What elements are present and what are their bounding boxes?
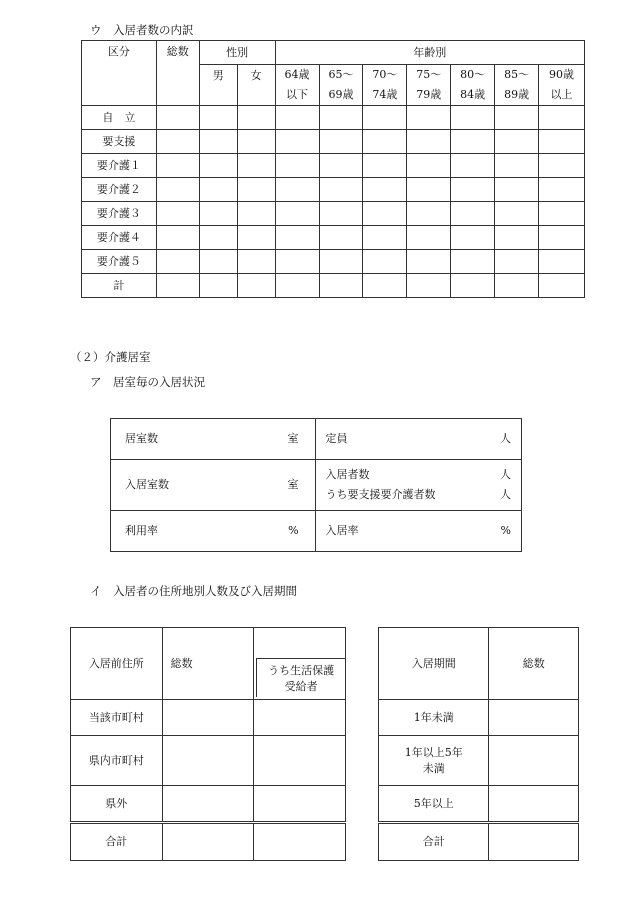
col-address-total: 総数 <box>162 628 254 700</box>
breakdown-row-label: 要介護４ <box>82 226 157 250</box>
room-unit: 室 <box>287 478 299 491</box>
age-group-bottom: 74歳 <box>363 85 407 106</box>
occupancy-label: 入居率 <box>325 524 359 537</box>
occupied-rooms-label: 入居室数 <box>125 478 169 491</box>
breakdown-cell <box>275 226 319 250</box>
breakdown-cell <box>363 250 407 274</box>
breakdown-cell <box>156 250 199 274</box>
section-i-heading: イ 入居者の住所地別人数及び入居期間 <box>90 584 297 598</box>
address-row-label: 当該市町村 <box>71 700 163 736</box>
breakdown-cell <box>319 226 363 250</box>
breakdown-cell <box>156 178 199 202</box>
room-count-cell <box>111 419 316 460</box>
breakdown-row-label: 要介護５ <box>82 250 157 274</box>
age-group-top: 65～ <box>319 65 363 86</box>
breakdown-cell <box>319 106 363 130</box>
breakdown-cell <box>199 130 237 154</box>
breakdown-cell <box>319 250 363 274</box>
breakdown-row <box>82 250 585 274</box>
breakdown-cell <box>275 106 319 130</box>
utilization-label: 利用率 <box>125 524 158 537</box>
col-total: 総数 <box>156 41 199 106</box>
breakdown-cell <box>319 154 363 178</box>
breakdown-cell <box>495 250 539 274</box>
person-unit: 人 <box>500 468 511 481</box>
breakdown-cell <box>539 154 585 178</box>
section-2-heading: （２）介護居室 <box>70 350 151 364</box>
breakdown-cell <box>156 202 199 226</box>
breakdown-cell <box>156 130 199 154</box>
breakdown-cell <box>539 130 585 154</box>
breakdown-row-label: 自 立 <box>82 106 157 130</box>
breakdown-cell <box>451 106 495 130</box>
breakdown-cell <box>363 130 407 154</box>
breakdown-cell <box>319 130 363 154</box>
age-group-bottom: 84歳 <box>451 85 495 106</box>
utilization-cell <box>111 511 316 552</box>
col-period-total: 総数 <box>489 628 579 700</box>
residents-cell <box>315 460 521 511</box>
person-unit: 人 <box>500 488 511 501</box>
occupied-rooms-cell <box>111 460 316 511</box>
breakdown-cell <box>319 274 363 298</box>
breakdown-cell <box>237 178 275 202</box>
age-group-bottom: 69歳 <box>319 85 363 106</box>
breakdown-cell <box>495 202 539 226</box>
breakdown-row-label: 計 <box>82 274 157 298</box>
breakdown-cell <box>199 154 237 178</box>
breakdown-row-label: 要介護２ <box>82 178 157 202</box>
breakdown-cell <box>319 202 363 226</box>
breakdown-cell <box>495 178 539 202</box>
breakdown-cell <box>363 154 407 178</box>
breakdown-cell <box>495 130 539 154</box>
age-group-bottom: 以下 <box>275 85 319 106</box>
breakdown-row <box>82 202 585 226</box>
age-group-top: 75～ <box>407 65 451 86</box>
breakdown-cell <box>275 202 319 226</box>
room-count-label: 居室数 <box>125 432 158 445</box>
breakdown-cell <box>495 274 539 298</box>
capacity-cell <box>315 419 521 460</box>
col-age: 年齢別 <box>275 41 584 65</box>
care-residents-label: うち要支援要介護者数 <box>325 488 436 501</box>
period-row-line1: 1年以上5年 <box>404 745 463 759</box>
breakdown-cell <box>237 250 275 274</box>
period-row-label: 1年未満 <box>379 700 489 736</box>
breakdown-cell <box>539 274 585 298</box>
breakdown-cell <box>451 274 495 298</box>
percent-unit: % <box>288 524 299 537</box>
col-welfare <box>254 628 346 700</box>
breakdown-cell <box>451 226 495 250</box>
breakdown-cell <box>495 226 539 250</box>
breakdown-cell <box>363 202 407 226</box>
breakdown-cell <box>451 178 495 202</box>
breakdown-cell <box>156 154 199 178</box>
col-kubun: 区分 <box>82 41 157 106</box>
breakdown-cell <box>199 202 237 226</box>
period-total-label: 合計 <box>379 823 489 861</box>
breakdown-row-label: 要支援 <box>82 130 157 154</box>
address-total-label: 合計 <box>71 823 163 861</box>
col-address: 入居前住所 <box>71 628 163 700</box>
age-group-bottom: 79歳 <box>407 85 451 106</box>
residents-breakdown-table <box>81 40 585 298</box>
breakdown-row-label: 要介護１ <box>82 154 157 178</box>
breakdown-cell <box>407 274 451 298</box>
breakdown-cell <box>539 106 585 130</box>
breakdown-cell <box>275 154 319 178</box>
person-unit: 人 <box>500 432 511 445</box>
col-female: 女 <box>237 65 275 106</box>
age-group-top: 85～ <box>495 65 539 86</box>
breakdown-cell <box>407 178 451 202</box>
breakdown-cell <box>237 154 275 178</box>
breakdown-cell <box>237 202 275 226</box>
breakdown-row <box>82 106 585 130</box>
breakdown-cell <box>539 202 585 226</box>
breakdown-cell <box>363 106 407 130</box>
room-unit: 室 <box>287 432 299 445</box>
breakdown-cell <box>275 250 319 274</box>
breakdown-cell <box>199 178 237 202</box>
breakdown-cell <box>407 154 451 178</box>
breakdown-cell <box>407 130 451 154</box>
address-table <box>70 627 346 861</box>
age-group-bottom: 89歳 <box>495 85 539 106</box>
breakdown-cell <box>237 106 275 130</box>
breakdown-cell <box>539 178 585 202</box>
occupancy-cell <box>315 511 521 552</box>
breakdown-cell <box>407 106 451 130</box>
breakdown-cell <box>451 154 495 178</box>
col-welfare-line2: 受給者 <box>284 680 318 693</box>
breakdown-cell <box>451 202 495 226</box>
period-row-label: 5年以上 <box>379 786 489 823</box>
col-period: 入居期間 <box>379 628 489 700</box>
room-status-table <box>110 418 522 552</box>
section-2-sub-a: ア 居室毎の入居状況 <box>90 375 205 389</box>
capacity-label: 定員 <box>325 432 348 445</box>
breakdown-cell <box>495 154 539 178</box>
address-row-label: 県外 <box>71 786 163 823</box>
breakdown-cell <box>363 274 407 298</box>
breakdown-row <box>82 178 585 202</box>
breakdown-row-label: 要介護３ <box>82 202 157 226</box>
breakdown-cell <box>539 226 585 250</box>
breakdown-row <box>82 130 585 154</box>
breakdown-cell <box>451 130 495 154</box>
residents-label: 入居者数 <box>325 468 370 481</box>
breakdown-cell <box>363 178 407 202</box>
breakdown-cell <box>407 202 451 226</box>
period-table <box>378 627 579 861</box>
breakdown-cell <box>407 226 451 250</box>
breakdown-cell <box>363 226 407 250</box>
breakdown-row <box>82 154 585 178</box>
breakdown-cell <box>199 226 237 250</box>
col-male: 男 <box>199 65 237 106</box>
breakdown-row <box>82 226 585 250</box>
breakdown-cell <box>539 250 585 274</box>
breakdown-cell <box>199 250 237 274</box>
breakdown-cell <box>237 226 275 250</box>
breakdown-cell <box>495 106 539 130</box>
breakdown-cell <box>275 178 319 202</box>
breakdown-cell <box>237 130 275 154</box>
breakdown-cell <box>156 226 199 250</box>
breakdown-cell <box>156 274 199 298</box>
age-group-top: 64歳 <box>275 65 319 86</box>
age-group-bottom: 以上 <box>539 85 585 106</box>
period-row-line2: 未満 <box>422 761 445 775</box>
breakdown-cell <box>407 250 451 274</box>
breakdown-cell <box>275 130 319 154</box>
breakdown-cell <box>319 178 363 202</box>
breakdown-cell <box>199 106 237 130</box>
breakdown-cell <box>275 274 319 298</box>
age-group-top: 90歳 <box>539 65 585 86</box>
address-row-label: 県内市町村 <box>71 736 163 786</box>
col-sex: 性別 <box>199 41 275 65</box>
age-group-top: 80～ <box>451 65 495 86</box>
section-u-heading: ウ 入居者数の内訳 <box>90 23 194 37</box>
breakdown-cell <box>156 106 199 130</box>
breakdown-cell <box>237 274 275 298</box>
breakdown-cell <box>451 250 495 274</box>
breakdown-cell <box>199 274 237 298</box>
age-group-top: 70～ <box>363 65 407 86</box>
percent-unit: % <box>500 524 511 537</box>
period-row-label <box>379 736 489 786</box>
col-welfare-line1: うち生活保護 <box>268 664 335 677</box>
breakdown-row <box>82 274 585 298</box>
